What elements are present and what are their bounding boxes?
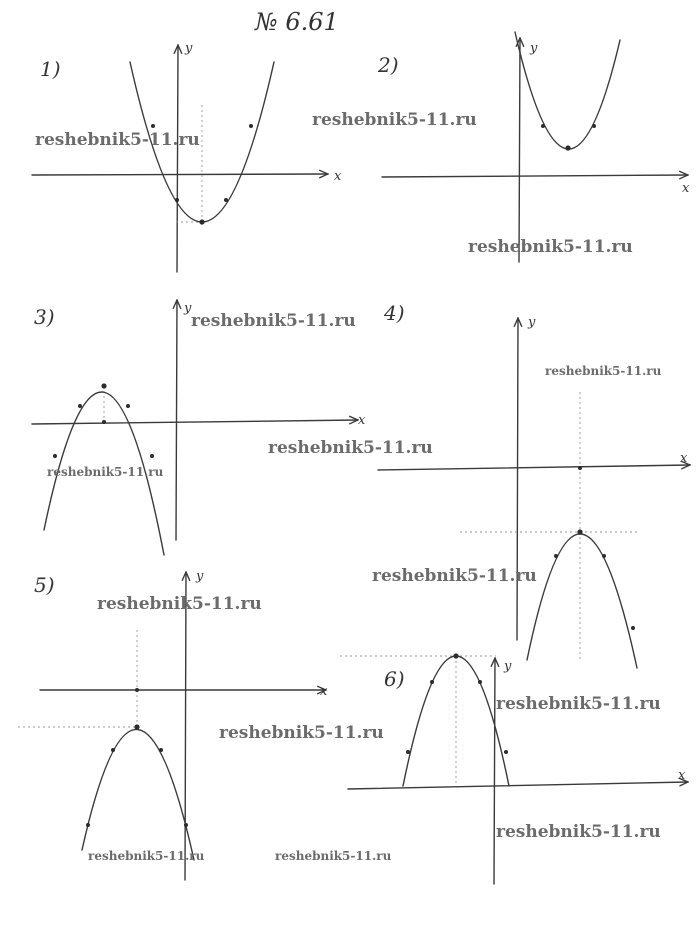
graph-3-point: [78, 404, 82, 408]
graph-3-label: 3): [34, 305, 55, 329]
graph-3-vertex-point: [101, 383, 106, 388]
graph-4-y-label: y: [528, 315, 536, 330]
graph-1-point: [151, 124, 155, 128]
graph-6-point: [504, 750, 508, 754]
graph-5-vertex-point: [134, 724, 139, 729]
watermark-text: reshebnik5-11.ru: [275, 849, 392, 863]
graph-4-point: [631, 626, 635, 630]
graph-5-point: [86, 823, 90, 827]
graph-3-point: [150, 454, 154, 458]
watermark-text: reshebnik5-11.ru: [47, 465, 164, 479]
graph-2-label: 2): [378, 53, 399, 77]
graph-2-y-axis: [519, 38, 520, 262]
watermark-text: reshebnik5-11.ru: [545, 364, 662, 378]
graph-2-point: [592, 124, 596, 128]
problem-number: № 6.61: [255, 8, 339, 36]
graph-6-point: [406, 750, 410, 754]
graph-3-x-label: x: [358, 413, 366, 428]
watermark-text: reshebnik5-11.ru: [97, 594, 262, 614]
watermarks: [35, 110, 662, 863]
graph-2-point: [541, 124, 545, 128]
graph-1-point: [249, 124, 253, 128]
graph-5-point: [111, 748, 115, 752]
graph-1-x-label: x: [334, 169, 342, 184]
graph-4-x-axis: [378, 465, 690, 470]
graph-4: [378, 301, 690, 668]
graph-6-x-label: x: [678, 768, 686, 783]
graph-6-label: 6): [384, 667, 405, 691]
graph-1-y-label: y: [185, 41, 193, 56]
graph-3-x-axis: [32, 420, 358, 424]
graph-3-point: [53, 454, 57, 458]
graph-1-point: [224, 198, 228, 202]
graph-2-y-label: y: [530, 41, 538, 56]
graph-1: [32, 41, 342, 272]
watermark-text: reshebnik5-11.ru: [268, 438, 433, 458]
graph-3-point: [126, 404, 130, 408]
graph-5-x-label: x: [320, 684, 328, 699]
graph-3-y-axis: [176, 300, 177, 540]
graph-5-point: [184, 823, 188, 827]
graph-1-label: 1): [40, 57, 61, 81]
graph-4-x-label: x: [680, 451, 688, 466]
graph-1-x-axis: [32, 174, 328, 175]
graph-2-vertex-point: [565, 145, 570, 150]
graph-5-point: [135, 688, 139, 692]
watermark-text: reshebnik5-11.ru: [312, 110, 477, 130]
graph-3: [32, 300, 366, 555]
graph-6-x-axis: [348, 782, 688, 789]
watermark-text: reshebnik5-11.ru: [219, 723, 384, 743]
graph-6-point: [430, 680, 434, 684]
graph-6: [340, 653, 688, 884]
graph-5-label: 5): [34, 573, 55, 597]
graph-6-y-axis: [494, 658, 495, 884]
graph-4-y-axis: [517, 318, 518, 640]
graph-5-parabola: [82, 729, 194, 860]
watermark-text: reshebnik5-11.ru: [191, 311, 356, 331]
graph-5-point: [159, 748, 163, 752]
graph-6-y-label: y: [504, 659, 512, 674]
graph-1-point: [175, 198, 179, 202]
graph-1-y-axis: [177, 45, 178, 272]
graph-4-point: [602, 554, 606, 558]
graph-2-x-axis: [382, 175, 688, 177]
graph-4-label: 4): [384, 301, 405, 325]
watermark-text: reshebnik5-11.ru: [88, 849, 205, 863]
graph-2-x-label: x: [682, 181, 690, 196]
watermark-text: reshebnik5-11.ru: [35, 130, 200, 150]
graph-5-y-label: y: [196, 569, 204, 584]
graph-6-point: [478, 680, 482, 684]
watermark-text: reshebnik5-11.ru: [372, 566, 537, 586]
graph-4-vertex-point: [577, 529, 582, 534]
watermark-text: reshebnik5-11.ru: [468, 237, 633, 257]
watermark-text: reshebnik5-11.ru: [496, 694, 661, 714]
watermark-text: reshebnik5-11.ru: [496, 822, 661, 842]
graph-3-point: [102, 420, 106, 424]
graph-2: [377, 32, 690, 262]
graph-4-point: [554, 554, 558, 558]
graph-5-y-axis: [185, 572, 186, 880]
graph-1-vertex-point: [199, 219, 204, 224]
graph-4-parabola: [527, 534, 637, 668]
graph-4-point: [578, 466, 582, 470]
graph-3-y-label: y: [184, 301, 192, 316]
graph-6-vertex-point: [453, 653, 458, 658]
